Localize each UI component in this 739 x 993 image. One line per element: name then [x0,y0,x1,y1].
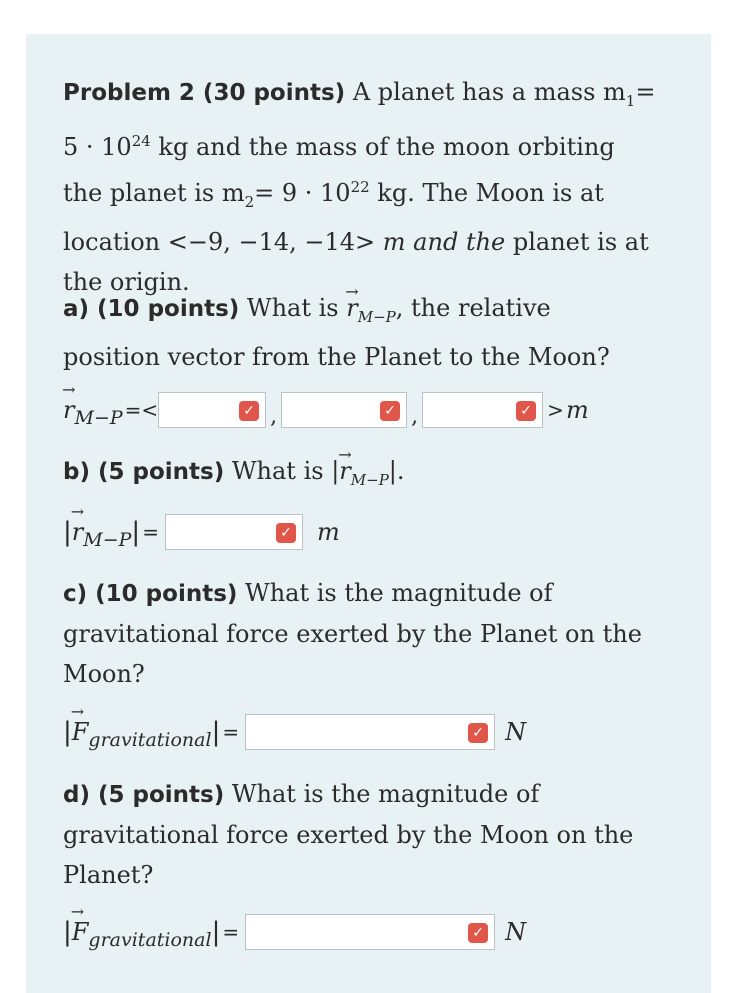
label-subscript: M−P [83,529,132,551]
equals-sign: = [142,520,159,544]
m2-subscript: 2 [244,192,255,211]
problem-statement [63,72,683,302]
abs-bar: | [131,517,141,547]
moon-coordinates: −9, −14, −14 [187,227,356,256]
question-c-heading: c) (10 points) [63,581,238,607]
exponent: 24 [131,131,151,150]
abs-bar: | [63,517,72,547]
vector-r-label: → r [63,396,74,424]
question-a [63,288,683,377]
abs-bar: | [211,917,221,947]
question-c [63,573,683,694]
check-icon: ✓ [516,401,536,421]
check-icon: ✓ [468,923,488,943]
vector-r: → r [339,451,350,491]
question-text: |. [388,457,405,485]
vector-subscript: M−P [357,307,396,326]
check-icon: ✓ [276,523,296,543]
check-icon: ✓ [239,401,259,421]
unit-label: m [565,396,589,424]
exponent: 22 [350,177,370,196]
unit-label: N [505,918,527,946]
question-d [63,774,683,895]
question-text: What is | [224,457,340,485]
label-subscript: gravitational [88,729,212,751]
vector-subscript: M−P [350,470,389,489]
comma-separator: , [411,403,419,429]
answer-input-a-y[interactable] [281,392,407,428]
label-subscript: M−P [74,407,123,429]
problem-text: the origin. [63,267,190,296]
answer-input-a-z[interactable] [422,392,543,428]
question-text: , the relative [395,294,551,322]
answer-row-b [63,512,340,552]
problem-text: A planet has a mass m [345,78,626,106]
problem-text: location < [63,227,188,256]
problem-text: > [355,227,383,256]
answer-input-d[interactable] [245,914,495,950]
vector-r: → r [346,288,357,328]
question-d-heading: d) (5 points) [63,782,225,808]
answer-input-a-x[interactable] [158,392,266,428]
problem-text: the planet is m [63,178,245,207]
problem-text: 5 · 10 [63,132,132,161]
comma-separator: , [270,403,278,429]
problem-text: = 9 · 10 [254,178,351,207]
top-strip [0,0,739,34]
scrollbar-track[interactable] [711,0,739,993]
abs-bar: | [211,717,221,747]
question-a-heading: a) (10 points) [63,296,240,322]
question-text: What is [239,294,347,322]
answer-row-c [63,712,526,752]
equals-sign: = [222,720,240,744]
abs-bar: | [63,717,72,747]
problem-text: kg. The Moon is at [369,178,604,207]
equals-sign: =< [124,398,159,422]
abs-bar: | [63,917,72,947]
vector-f-label: → F [72,718,89,746]
answer-input-b[interactable] [165,514,303,550]
question-b [63,451,405,500]
close-bracket: > [547,398,564,422]
vector-r-label: → r [72,518,83,546]
problem-text: kg and the mass of the moon orbiting [150,132,615,161]
question-text: What is the magnitude of gravitational force exerted by the Planet on the Moon? [63,579,642,688]
problem-text: planet is at [505,227,649,256]
unit-label: m [316,518,340,546]
m1-subscript: 1 [625,91,636,110]
vector-f-label: → F [72,918,89,946]
problem-text: = [635,78,656,106]
answer-input-c[interactable] [245,714,495,750]
label-subscript: gravitational [88,929,212,951]
check-icon: ✓ [468,723,488,743]
question-text: What is the magnitude of gravitational force exerted by the Moon on the Planet? [63,780,634,889]
problem-text: m and the [382,227,506,256]
answer-row-a [63,390,589,430]
question-text: position vector from the Planet to the Moon? [63,342,610,371]
answer-row-d [63,912,526,952]
problem-heading: Problem 2 (30 points) [63,80,346,106]
check-icon: ✓ [380,401,400,421]
question-b-heading: b) (5 points) [63,459,225,485]
equals-sign: = [222,920,240,944]
unit-label: N [505,718,527,746]
